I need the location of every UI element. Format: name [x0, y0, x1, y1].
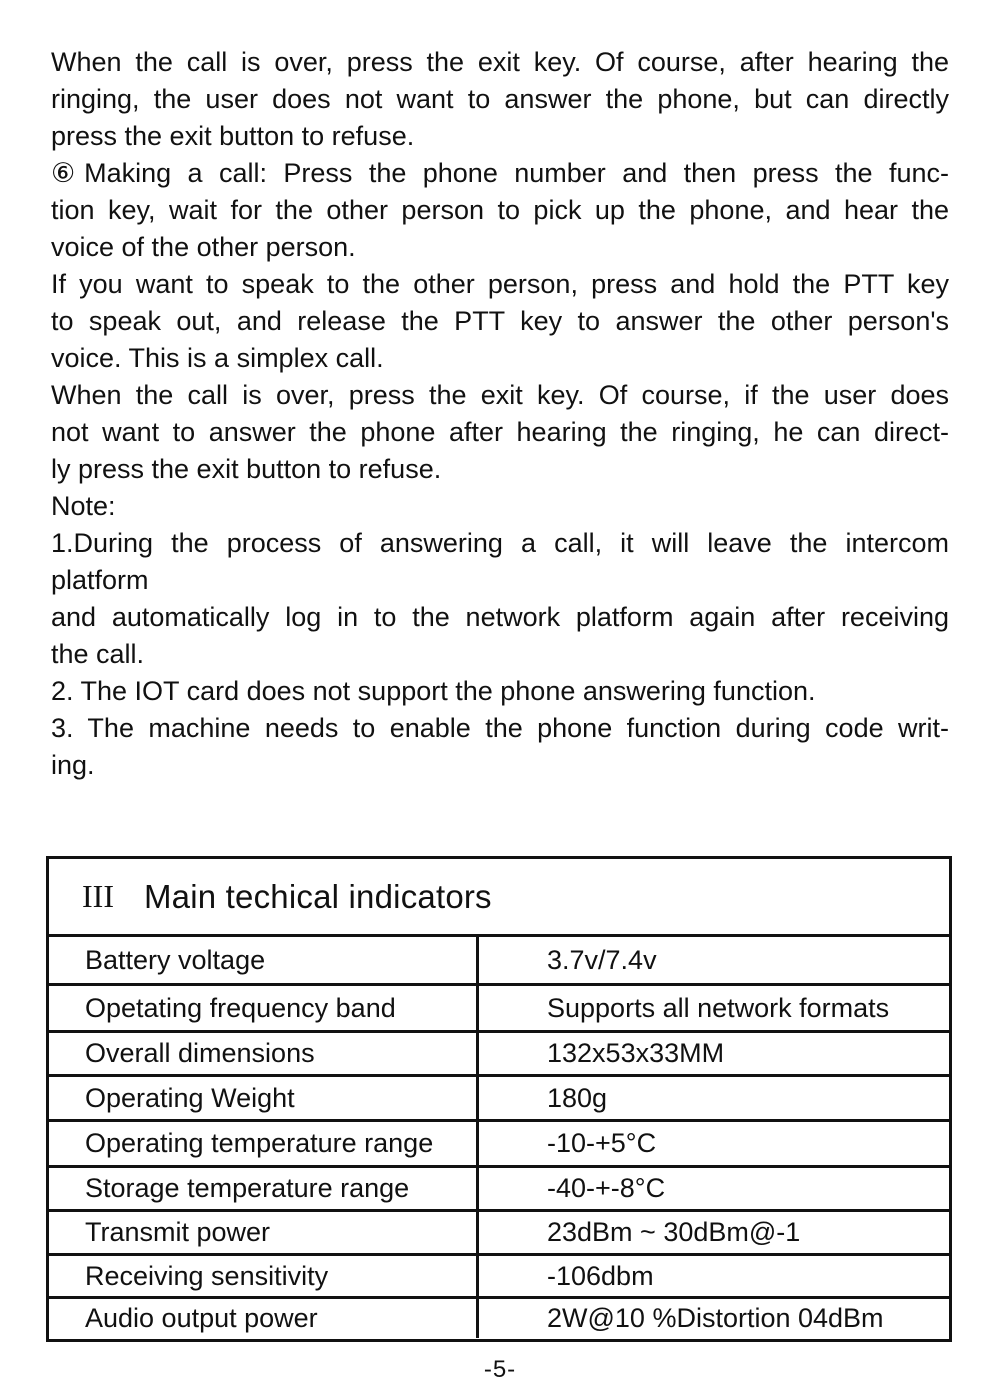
spec-row: [49, 1077, 949, 1122]
note-item: ing.: [51, 750, 95, 780]
spec-label: Transmit power: [49, 1212, 479, 1253]
text-line: tion key, wait for the other person to pick up the phone, and hear the: [51, 195, 949, 225]
spec-rows: [49, 937, 949, 1338]
spec-value: 3.7v/7.4v: [547, 944, 657, 975]
text-line: When the call is over, press the exit key. Of course, if the user does: [51, 380, 949, 410]
spec-value: 23dBm ~ 30dBm@-1: [547, 1217, 801, 1247]
note-item: and automatically log in to the network platform again after receiving: [51, 602, 949, 632]
note-item: 1.During the process of answering a call, it will leave the intercom: [51, 528, 949, 558]
spec-label: Operating temperature range: [49, 1122, 479, 1165]
page-number: -5-: [483, 1356, 517, 1383]
note-heading: Note:: [51, 491, 116, 521]
spec-value: Supports all network formats: [547, 992, 890, 1023]
spec-row: [49, 986, 949, 1033]
spec-value: 180g: [547, 1082, 608, 1113]
spec-value: -40-+-8°C: [547, 1173, 666, 1203]
spec-label: Opetating frequency band: [49, 986, 479, 1030]
spec-table-header: [49, 859, 949, 937]
spec-table-title: Main techical indicators: [143, 877, 492, 915]
text-line: ⑥Making a call: Press the phone number and then press the func-: [51, 158, 949, 188]
spec-value: 2W@10 %Distortion 04dBm: [547, 1303, 884, 1333]
spec-row: [49, 937, 949, 986]
spec-table: [46, 856, 952, 1342]
text-line: ly press the exit button to refuse.: [51, 454, 442, 484]
text-line: ringing, the user does not want to answer the phone, but can directly: [51, 84, 949, 114]
text-line: If you want to speak to the other person, press and hold the PTT key: [51, 269, 949, 299]
spec-row: [49, 1299, 949, 1338]
spec-label: Operating Weight: [49, 1077, 479, 1119]
text-line: press the exit button to refuse.: [51, 121, 415, 151]
note-item: the call.: [51, 639, 145, 669]
text-line: When the call is over, press the exit key. Of course, after hearing the: [51, 47, 949, 77]
spec-row: [49, 1212, 949, 1256]
text-line: voice of the other person.: [51, 232, 356, 262]
spec-value: -10-+5°C: [547, 1128, 657, 1158]
spec-label: Overall dimensions: [49, 1033, 479, 1074]
text-line: not want to answer the phone after hearing the ringing, he can direct-: [51, 417, 949, 447]
section-numeral: III: [82, 878, 114, 914]
spec-value: -106dbm: [547, 1260, 654, 1291]
text-line: voice. This is a simplex call.: [51, 343, 384, 373]
spec-label: Receiving sensitivity: [49, 1256, 479, 1296]
spec-label: Audio output power: [49, 1299, 479, 1338]
spec-row: [49, 1168, 949, 1212]
note-item: platform: [51, 565, 149, 595]
text-line: to speak out, and release the PTT key to answer the other person's: [51, 306, 949, 336]
body-text: [51, 44, 949, 784]
spec-label: Storage temperature range: [49, 1168, 479, 1209]
spec-row: [49, 1122, 949, 1168]
spec-label: Battery voltage: [49, 937, 479, 983]
spec-value: 132x53x33MM: [547, 1038, 725, 1068]
spec-row: [49, 1256, 949, 1299]
spec-row: [49, 1033, 949, 1077]
note-item: 3. The machine needs to enable the phone function during code writ-: [51, 713, 949, 743]
note-item: 2. The IOT card does not support the phone answering function.: [51, 676, 816, 706]
